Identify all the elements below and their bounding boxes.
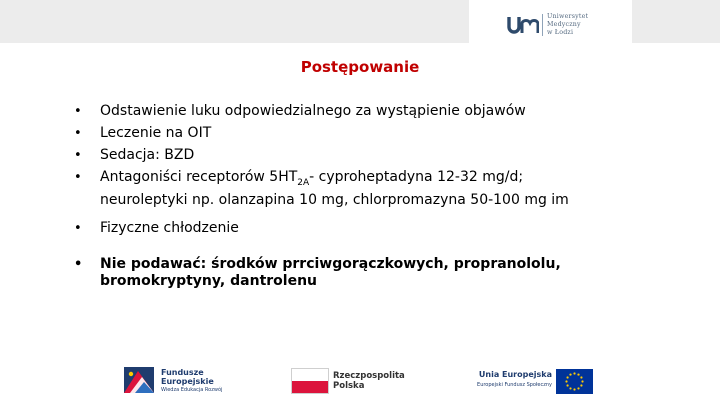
warning-line1: Nie podawać: środków prrciwgorączkowych, propranololu, — [100, 255, 561, 272]
footer-logos — [0, 357, 720, 405]
bullet-item — [74, 220, 684, 237]
eu-star-icon — [573, 388, 575, 390]
antagonists-line2: neuroleptyki np. olanzapina 10 mg, chlorpromazyna 50-100 mg im — [100, 191, 569, 208]
fundusze-europejskie-logo — [161, 368, 222, 395]
bullet-list — [74, 103, 684, 295]
ue-label: Unia Europejska — [478, 370, 552, 379]
slide-title: Postępowanie — [300, 58, 420, 76]
eu-star-icon — [569, 373, 571, 375]
antagonists-suffix: - cyproheptadyna 12-32 mg/d; — [309, 169, 524, 185]
bullet-icon: • — [74, 104, 82, 119]
fundusze-line: Europejskie — [161, 377, 214, 386]
rp-line: Rzeczpospolita — [333, 371, 405, 381]
university-name — [547, 13, 588, 37]
bullet-icon: • — [74, 220, 82, 236]
university-name-line: w Łodzi — [547, 29, 574, 36]
bullet-text: Fizyczne chłodzenie — [100, 219, 239, 236]
bullet-icon: • — [74, 170, 82, 185]
bullet-item-warning — [74, 256, 684, 290]
eu-star-icon — [565, 380, 567, 382]
bullet-item — [74, 103, 684, 120]
ue-sub: Europejski Fundusz Społeczny — [477, 382, 552, 388]
fundusze-sub: Wiedza Edukacja Rozwój — [161, 387, 223, 393]
bullet-item — [74, 147, 684, 164]
bullet-item — [74, 125, 684, 142]
fundusze-europejskie-icon — [124, 367, 154, 393]
eu-star-icon — [569, 387, 571, 389]
bullet-text: Odstawienie luku odpowiedzialnego za wystąpienie objawów — [100, 103, 526, 119]
bullet-icon: • — [74, 148, 82, 163]
eu-star-icon — [577, 373, 579, 375]
fundusze-line: Fundusze — [161, 368, 204, 377]
bullet-item-antagonists — [74, 169, 684, 209]
polish-flag-icon — [291, 368, 329, 394]
rzeczpospolita-logo — [333, 371, 405, 391]
antagonists-subscript: 2A — [297, 177, 310, 188]
eu-star-icon — [566, 384, 568, 386]
university-name-line: Medyczny — [547, 21, 581, 28]
eu-star-icon — [573, 372, 575, 374]
eu-star-icon — [580, 376, 582, 378]
bullet-text: Sedacja: BZD — [100, 147, 195, 163]
unia-europejska-logo — [476, 370, 552, 390]
rp-line: Polska — [333, 381, 365, 391]
eu-flag-icon — [556, 369, 593, 394]
eu-star-icon — [577, 387, 579, 389]
university-name-line: Uniwersytet — [547, 13, 589, 20]
bullet-text: Leczenie na OIT — [100, 125, 212, 141]
logo-divider — [542, 14, 543, 36]
um-logo-icon — [507, 14, 539, 34]
eu-star-icon — [581, 380, 583, 382]
warning-line2: bromokryptyny, dantrolenu — [100, 272, 318, 289]
eu-star-icon — [566, 376, 568, 378]
bullet-icon: • — [74, 126, 82, 141]
eu-star-icon — [580, 384, 582, 386]
antagonists-prefix: Antagoniści receptorów 5HT — [100, 169, 298, 185]
bullet-icon: • — [74, 256, 83, 272]
